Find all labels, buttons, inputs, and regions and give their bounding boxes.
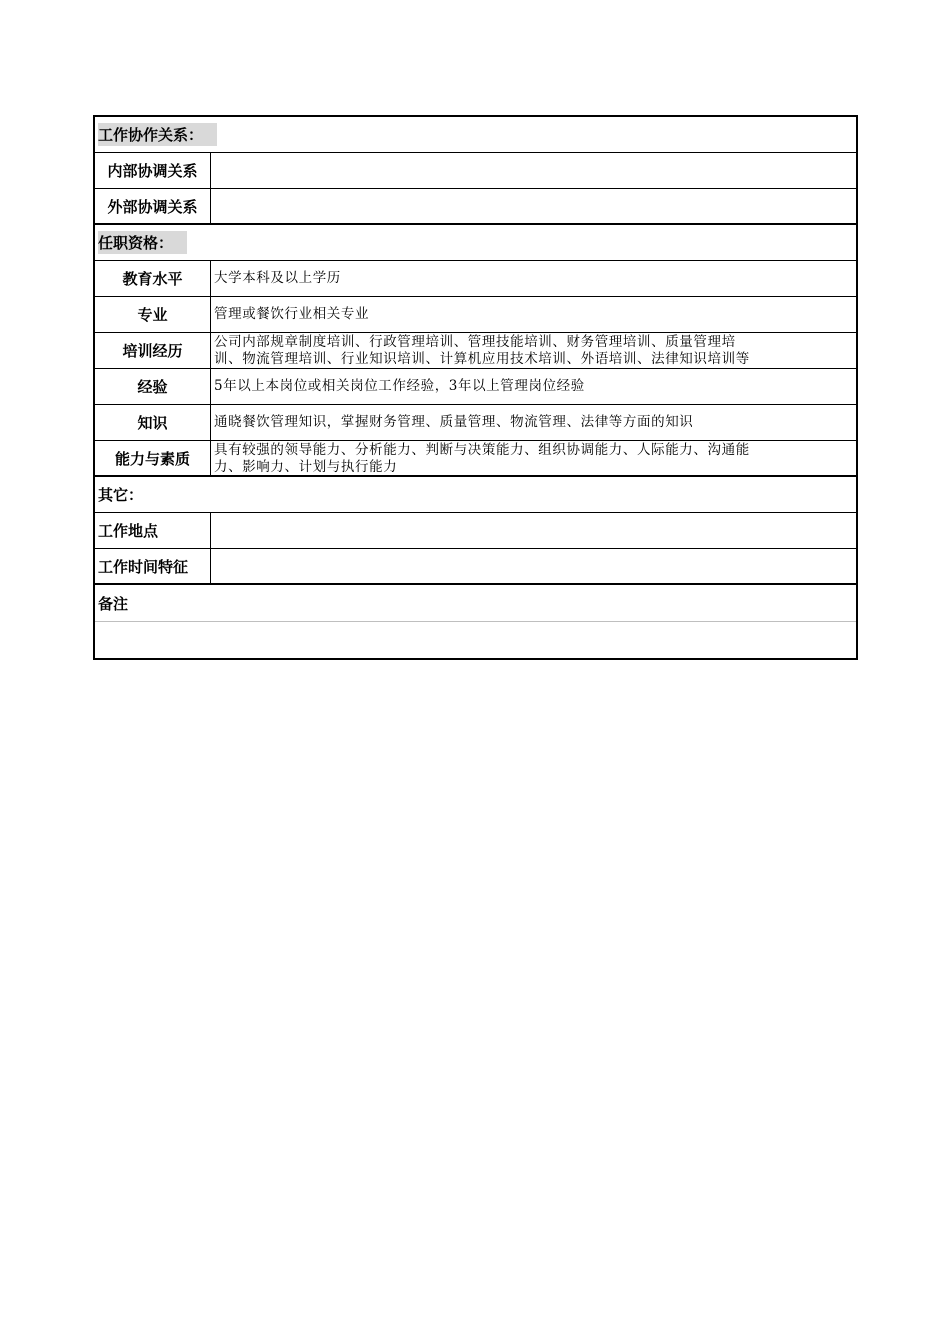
row-label: 能力与素质 bbox=[95, 441, 211, 475]
table-row bbox=[95, 261, 856, 297]
table-row bbox=[95, 369, 856, 405]
section-title: 工作协作关系： bbox=[98, 123, 217, 146]
work-hours-cell[interactable] bbox=[211, 549, 856, 583]
work-location-cell[interactable] bbox=[211, 513, 856, 548]
section-title: 任职资格： bbox=[98, 231, 187, 254]
row-label: 工作地点 bbox=[95, 513, 211, 548]
external-coordination-cell[interactable] bbox=[211, 189, 856, 223]
table-row bbox=[95, 405, 856, 441]
knowledge-cell[interactable]: 通晓餐饮管理知识，掌握财务管理、质量管理、物流管理、法律等方面的知识 bbox=[214, 414, 694, 430]
section-header-other bbox=[95, 477, 856, 513]
table-row bbox=[95, 333, 856, 369]
table-row bbox=[95, 549, 856, 585]
section-header-cooperation bbox=[95, 117, 856, 153]
experience-cell[interactable]: 5年以上本岗位或相关岗位工作经验，3年以上管理岗位经验 bbox=[214, 378, 585, 394]
row-label: 经验 bbox=[95, 369, 211, 404]
training-cell[interactable] bbox=[211, 333, 856, 368]
row-label: 教育水平 bbox=[95, 261, 211, 296]
row-label: 培训经历 bbox=[95, 333, 211, 368]
table-row bbox=[95, 513, 856, 549]
row-label: 知识 bbox=[95, 405, 211, 440]
section-title: 备注 bbox=[98, 594, 129, 613]
cell-text-line: 力、影响力、计划与执行能力 bbox=[214, 459, 398, 475]
job-description-table bbox=[93, 115, 858, 660]
section-header-qualification bbox=[95, 225, 856, 261]
cell-text-line: 训、物流管理培训、行业知识培训、计算机应用技术培训、外语培训、法律知识培训等 bbox=[214, 351, 750, 367]
table-row bbox=[95, 189, 856, 225]
row-label: 内部协调关系 bbox=[95, 153, 211, 188]
table-row bbox=[95, 153, 856, 189]
internal-coordination-cell[interactable] bbox=[211, 153, 856, 188]
section-title: 其它： bbox=[98, 486, 144, 504]
education-cell[interactable]: 大学本科及以上学历 bbox=[214, 270, 341, 286]
row-label: 外部协调关系 bbox=[95, 189, 211, 223]
row-label: 专业 bbox=[95, 297, 211, 332]
major-cell[interactable]: 管理或餐饮行业相关专业 bbox=[214, 306, 370, 322]
ability-cell[interactable] bbox=[211, 441, 856, 475]
notes-cell[interactable] bbox=[95, 621, 856, 658]
row-label: 工作时间特征 bbox=[95, 549, 211, 583]
cell-text-line: 公司内部规章制度培训、行政管理培训、管理技能培训、财务管理培训、质量管理培 bbox=[214, 334, 736, 350]
table-row bbox=[95, 441, 856, 477]
section-header-notes bbox=[95, 585, 856, 621]
table-row bbox=[95, 297, 856, 333]
cell-text-line: 具有较强的领导能力、分析能力、判断与决策能力、组织协调能力、人际能力、沟通能 bbox=[214, 442, 750, 458]
